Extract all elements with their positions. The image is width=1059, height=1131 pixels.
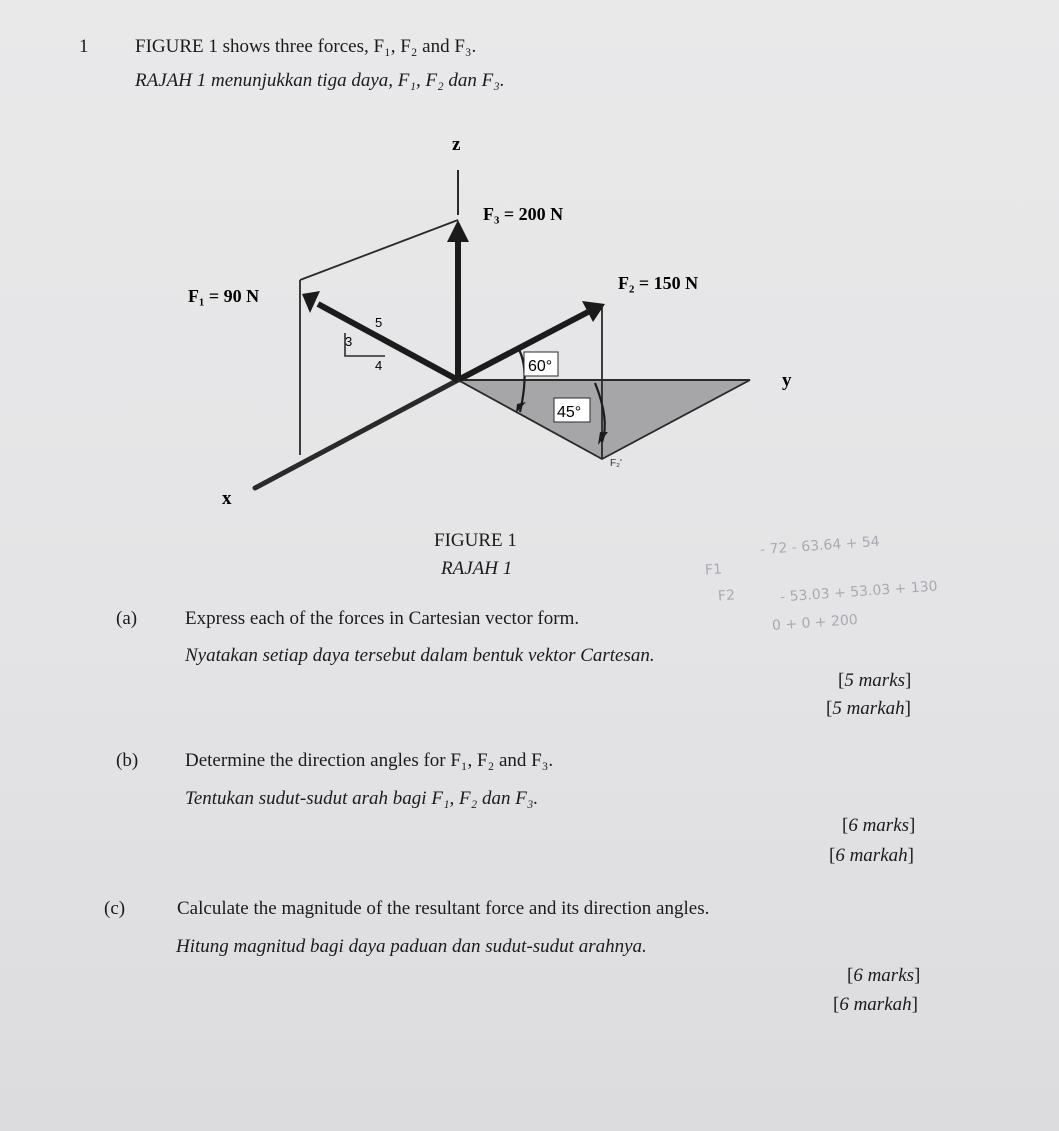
question-intro-ms: RAJAH 1 menunjukkan tiga daya, F₁, F₂ dan F₃.: [135, 70, 505, 91]
part-c-marks-en: [6 marks]: [847, 965, 921, 986]
figure-1-diagram: [170, 120, 850, 520]
slope-run-label: 4: [375, 358, 383, 373]
question-number: 1: [79, 36, 89, 57]
part-b-text-en: Determine the direction angles for F₁, F₂ and F₃.: [185, 750, 554, 771]
f1-arrowhead: [302, 291, 320, 313]
part-b-marks-ms: [6 markah]: [829, 845, 914, 866]
part-a-marks-ms: [5 markah]: [826, 698, 911, 719]
f3-label: F₃ = 200 N: [483, 204, 564, 224]
axis-z-label: z: [452, 134, 461, 155]
part-a-text-en: Express each of the forces in Cartesian vector form.: [185, 608, 580, 629]
part-c-marks-ms-text: 6 markah: [839, 994, 912, 1015]
part-a-marks-en: [5 marks]: [838, 670, 912, 691]
figure-caption-en: FIGURE 1: [434, 530, 517, 551]
f2-projection-label: F₂': [610, 458, 622, 469]
pencil-note-line1: - 72 - 63.64 + 54: [759, 533, 881, 559]
part-c-marks-ms: [6 markah]: [833, 994, 918, 1015]
f1-top-construction-line: [300, 220, 458, 280]
figure-caption-ms: RAJAH 1: [441, 558, 513, 579]
angle-60-label: 60°: [528, 358, 553, 375]
axis-y-label: y: [782, 370, 792, 391]
part-b-marks-ms-text: 6 markah: [835, 845, 908, 866]
part-b-marks-en: [6 marks]: [842, 815, 916, 836]
part-c-label: (c): [104, 898, 126, 919]
part-c-text-ms: Hitung magnitud bagi daya paduan dan sudut-sudut arahnya.: [176, 936, 647, 957]
part-b-label: (b): [116, 750, 139, 771]
part-b-marks-en-text: 6 marks: [848, 815, 910, 836]
part-a-label: (a): [116, 608, 138, 629]
pencil-note-f1: F1: [704, 561, 723, 579]
pencil-note-f2: F2: [717, 587, 736, 605]
question-intro-en: FIGURE 1 shows three forces, F₁, F₂ and F₃.: [135, 36, 477, 57]
part-a-marks-ms-text: 5 markah: [832, 698, 905, 719]
part-b-text-ms: Tentukan sudut-sudut arah bagi F₁, F₂ dan F₃.: [185, 788, 539, 809]
pencil-note-line3: 0 + 0 + 200: [771, 612, 859, 634]
angle-45-label: 45°: [557, 404, 582, 421]
f1-arrow-shaft: [318, 304, 458, 380]
axis-x-label: x: [222, 488, 232, 509]
part-c-marks-en-text: 6 marks: [853, 965, 915, 986]
f1-label: F₁ = 90 N: [188, 286, 260, 306]
pencil-note-line2: - 53.03 + 53.03 + 130: [779, 578, 939, 606]
part-a-text-ms: Nyatakan setiap daya tersebut dalam bentuk vektor Cartesan.: [185, 645, 655, 666]
slope-rise-label: 3: [345, 334, 353, 349]
f2-label: F₂ = 150 N: [618, 273, 699, 293]
f2-arrow-shaft: [458, 312, 588, 380]
part-a-marks-en-text: 5 marks: [844, 670, 906, 691]
slope-hypotenuse-label: 5: [375, 315, 383, 330]
x-axis-line: [255, 380, 458, 488]
part-c-text-en: Calculate the magnitude of the resultant force and its direction angles.: [177, 898, 710, 919]
